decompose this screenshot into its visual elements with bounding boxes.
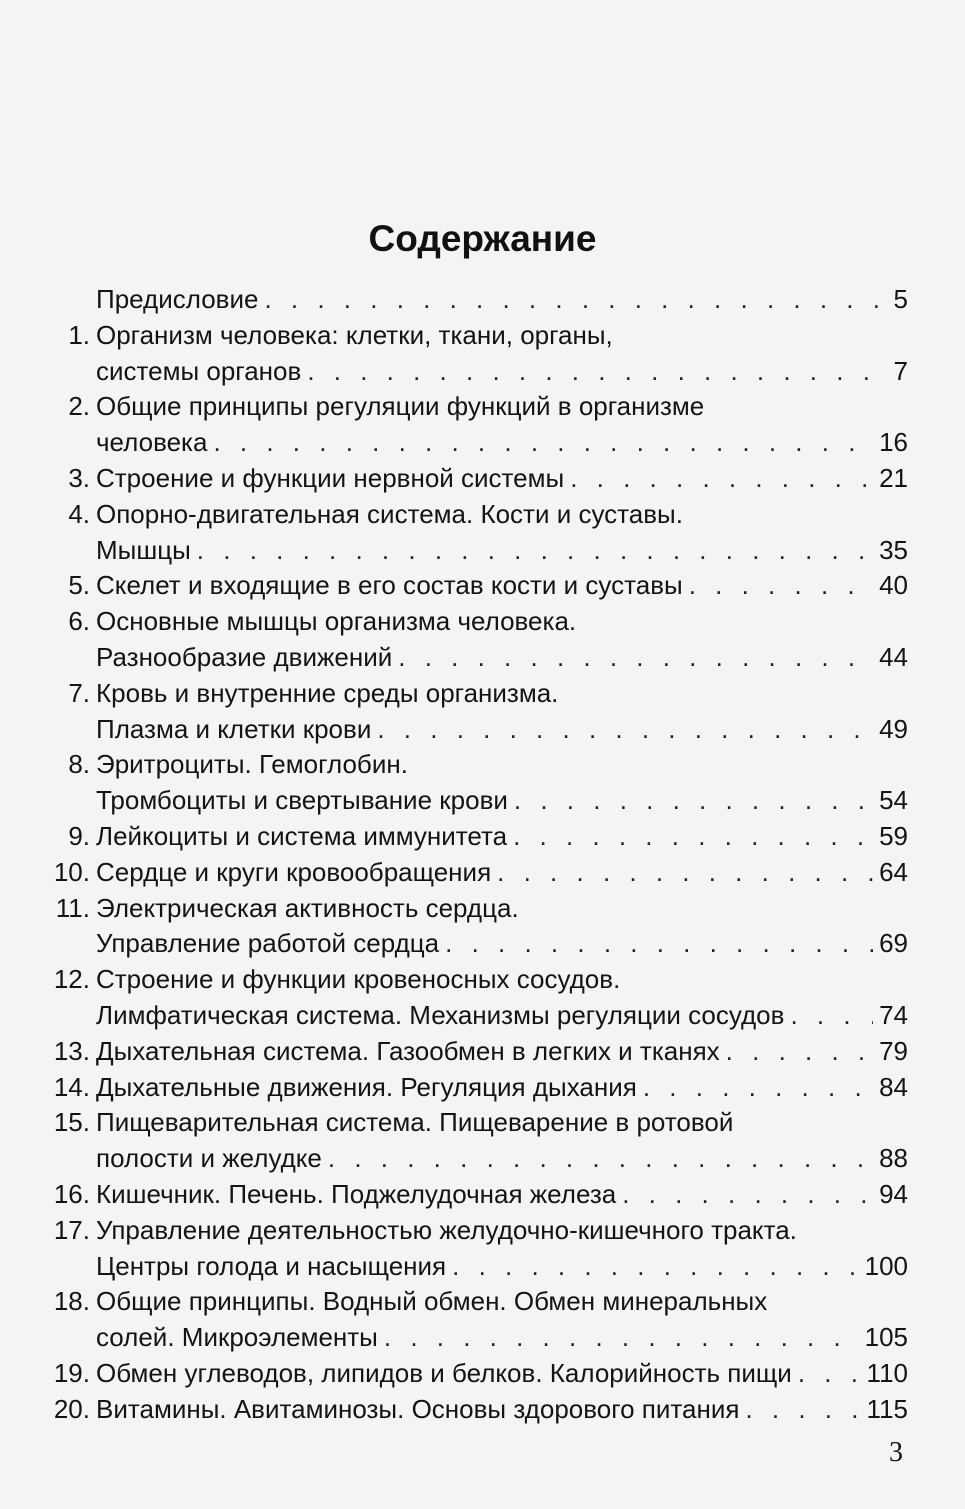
toc-leader-dots — [798, 1356, 861, 1392]
toc-entry — [48, 497, 908, 533]
toc-entry-page: 110 — [866, 1357, 908, 1388]
toc-entry-title: Строение и функции нервной системы — [96, 462, 565, 493]
toc-entry-title: Сердце и круги кровообращения — [96, 856, 492, 887]
toc-entry-number: 19. — [53, 1357, 90, 1388]
toc-entry — [48, 712, 908, 748]
toc-entry-title: Кровь и внутренние среды организма. — [96, 677, 559, 708]
toc-leader-dots — [197, 533, 873, 569]
toc-entry-title: системы органов — [96, 355, 302, 386]
toc-entry — [48, 998, 908, 1034]
toc-entry-title: Лейкоциты и система иммунитета — [96, 820, 508, 851]
toc-entry-title: Разнообразие движений — [96, 641, 393, 672]
toc-entry-title: Обмен углеводов, липидов и белков. Калорийность пищи — [96, 1357, 792, 1388]
toc-leader-dots — [790, 998, 873, 1034]
toc-entry-number: 18. — [53, 1286, 90, 1317]
toc-entry — [48, 354, 908, 390]
toc-entry-title: Дыхательная система. Газообмен в легких и тканях — [96, 1035, 720, 1066]
toc-entry — [48, 1105, 908, 1141]
toc-leader-dots — [514, 783, 873, 819]
toc-entry-page: 40 — [879, 570, 908, 601]
toc-leader-dots — [398, 640, 873, 676]
toc-entry-page: 49 — [879, 713, 908, 744]
toc-entry-page: 74 — [879, 999, 908, 1030]
toc-leader-dots — [689, 568, 873, 604]
toc-entry-number: 3. — [68, 462, 90, 493]
toc-entry — [48, 1320, 908, 1356]
toc-entry-number: 4. — [68, 498, 90, 529]
toc-entry-number: 6. — [68, 606, 90, 637]
toc-entry — [48, 783, 908, 819]
toc-entry-page: 44 — [879, 641, 908, 672]
toc-entry-number: 7. — [68, 677, 90, 708]
toc-leader-dots — [264, 282, 882, 318]
page-title: Содержание — [368, 218, 597, 259]
toc-leader-dots — [570, 461, 873, 497]
toc-entry-number: 10. — [53, 856, 90, 887]
toc-entry-number: 11. — [55, 892, 90, 923]
toc-entry-number: 20. — [53, 1393, 90, 1424]
toc-entry-page: 105 — [864, 1322, 908, 1353]
toc-entry — [48, 891, 908, 927]
toc-entry-number: 14. — [53, 1071, 90, 1102]
toc-entry-number: 1. — [68, 319, 90, 350]
toc-entry-page: 64 — [879, 856, 908, 887]
table-of-contents — [48, 282, 908, 1428]
toc-entry-title: Строение и функции кровеносных сосудов. — [96, 964, 621, 995]
toc-entry-page: 69 — [879, 928, 908, 959]
toc-entry-title: Организм человека: клетки, ткани, органы, — [96, 319, 613, 350]
toc-entry — [48, 1249, 908, 1285]
toc-entry — [48, 819, 908, 855]
toc-entry-title: человека — [96, 427, 208, 458]
toc-entry — [48, 1034, 908, 1070]
toc-entry-title: Управление работой сердца — [96, 928, 440, 959]
toc-leader-dots — [452, 1249, 858, 1285]
toc-entry — [48, 604, 908, 640]
toc-entry-page: 84 — [879, 1071, 908, 1102]
toc-entry-number: 15. — [53, 1107, 90, 1138]
toc-leader-dots — [213, 425, 873, 461]
bleed-through-decoration — [120, 70, 905, 104]
toc-entry-number: 17. — [53, 1214, 90, 1245]
toc-entry — [48, 676, 908, 712]
toc-entry — [48, 855, 908, 891]
toc-entry-number: 8. — [68, 749, 90, 780]
toc-entry — [48, 318, 908, 354]
toc-entry-number: 5. — [68, 570, 90, 601]
toc-entry-title: Мышцы — [96, 534, 191, 565]
toc-entry — [48, 747, 908, 783]
toc-entry-title: Тромбоциты и свертывание крови — [96, 785, 508, 816]
toc-leader-dots — [384, 1320, 859, 1356]
toc-leader-dots — [497, 855, 873, 891]
toc-entry-number: 9. — [68, 820, 90, 851]
toc-entry-page: 5 — [893, 284, 908, 314]
toc-entry-title: Опорно-двигательная система. Кости и суставы. — [96, 498, 683, 529]
toc-entry — [48, 1213, 908, 1249]
toc-entry-title: Эритроциты. Гемоглобин. — [96, 749, 408, 780]
toc-entry — [48, 461, 908, 497]
toc-entry-number: 2. — [68, 391, 90, 422]
toc-entry — [48, 1284, 908, 1320]
toc-entry-page: 16 — [879, 427, 908, 458]
toc-leader-dots — [445, 926, 873, 962]
toc-entry — [48, 1356, 908, 1392]
toc-leader-dots — [328, 1141, 873, 1177]
toc-entry — [48, 282, 908, 318]
toc-entry-number: 13. — [53, 1035, 90, 1066]
toc-entry — [48, 425, 908, 461]
toc-leader-dots — [307, 354, 882, 390]
toc-entry-title: Скелет и входящие в его состав кости и суставы — [96, 570, 683, 601]
toc-entry-number: 16. — [53, 1178, 90, 1209]
toc-leader-dots — [745, 1392, 860, 1428]
toc-leader-dots — [377, 712, 873, 748]
toc-entry-title: Дыхательные движения. Регуляция дыхания — [96, 1071, 637, 1102]
toc-entry-title: Плазма и клетки крови — [96, 713, 372, 744]
toc-entry-page: 54 — [879, 785, 908, 816]
toc-leader-dots — [513, 819, 873, 855]
toc-entry-title: Общие принципы. Водный обмен. Обмен минеральных — [96, 1286, 768, 1317]
toc-entry-number: 12. — [53, 964, 90, 995]
toc-entry-title: Электрическая активность сердца. — [96, 892, 519, 923]
toc-leader-dots — [643, 1070, 873, 1106]
toc-entry-page: 115 — [866, 1393, 908, 1424]
toc-entry — [48, 640, 908, 676]
toc-entry-title: Кишечник. Печень. Поджелудочная железа — [96, 1178, 617, 1209]
toc-leader-dots — [726, 1034, 873, 1070]
toc-entry — [48, 1141, 908, 1177]
toc-entry-title: солей. Микроэлементы — [96, 1322, 378, 1353]
toc-entry-title: Общие принципы регуляции функций в организме — [96, 391, 705, 422]
toc-entry-page: 79 — [879, 1035, 908, 1066]
toc-leader-dots — [622, 1177, 873, 1213]
toc-entry-title: Пищеварительная система. Пищеварение в ротовой — [96, 1107, 734, 1138]
toc-entry — [48, 962, 908, 998]
toc-entry-page: 7 — [893, 355, 908, 386]
toc-entry — [48, 1177, 908, 1213]
toc-entry — [48, 389, 908, 425]
toc-entry-page: 59 — [879, 820, 908, 851]
toc-entry-title: Управление деятельностью желудочно-кишечного тракта. — [96, 1214, 797, 1245]
toc-entry — [48, 926, 908, 962]
toc-entry-page: 94 — [879, 1178, 908, 1209]
page-number: 3 — [889, 1437, 903, 1468]
toc-entry-title: Лимфатическая система. Механизмы регуляции сосудов — [96, 999, 785, 1030]
toc-entry — [48, 1070, 908, 1106]
toc-entry-page: 100 — [864, 1250, 908, 1281]
toc-entry-title: Предисловие — [96, 284, 259, 314]
toc-entry-title: полости и желудке — [96, 1143, 322, 1174]
toc-entry-page: 35 — [879, 534, 908, 565]
toc-entry-title: Основные мышцы организма человека. — [96, 606, 577, 637]
toc-entry-title: Витамины. Авитаминозы. Основы здорового питания — [96, 1393, 740, 1424]
toc-entry-title: Центры голода и насыщения — [96, 1250, 447, 1281]
toc-entry — [48, 568, 908, 604]
toc-entry — [48, 533, 908, 569]
toc-entry — [48, 1392, 908, 1428]
toc-entry-page: 21 — [879, 462, 908, 493]
toc-entry-page: 88 — [879, 1143, 908, 1174]
